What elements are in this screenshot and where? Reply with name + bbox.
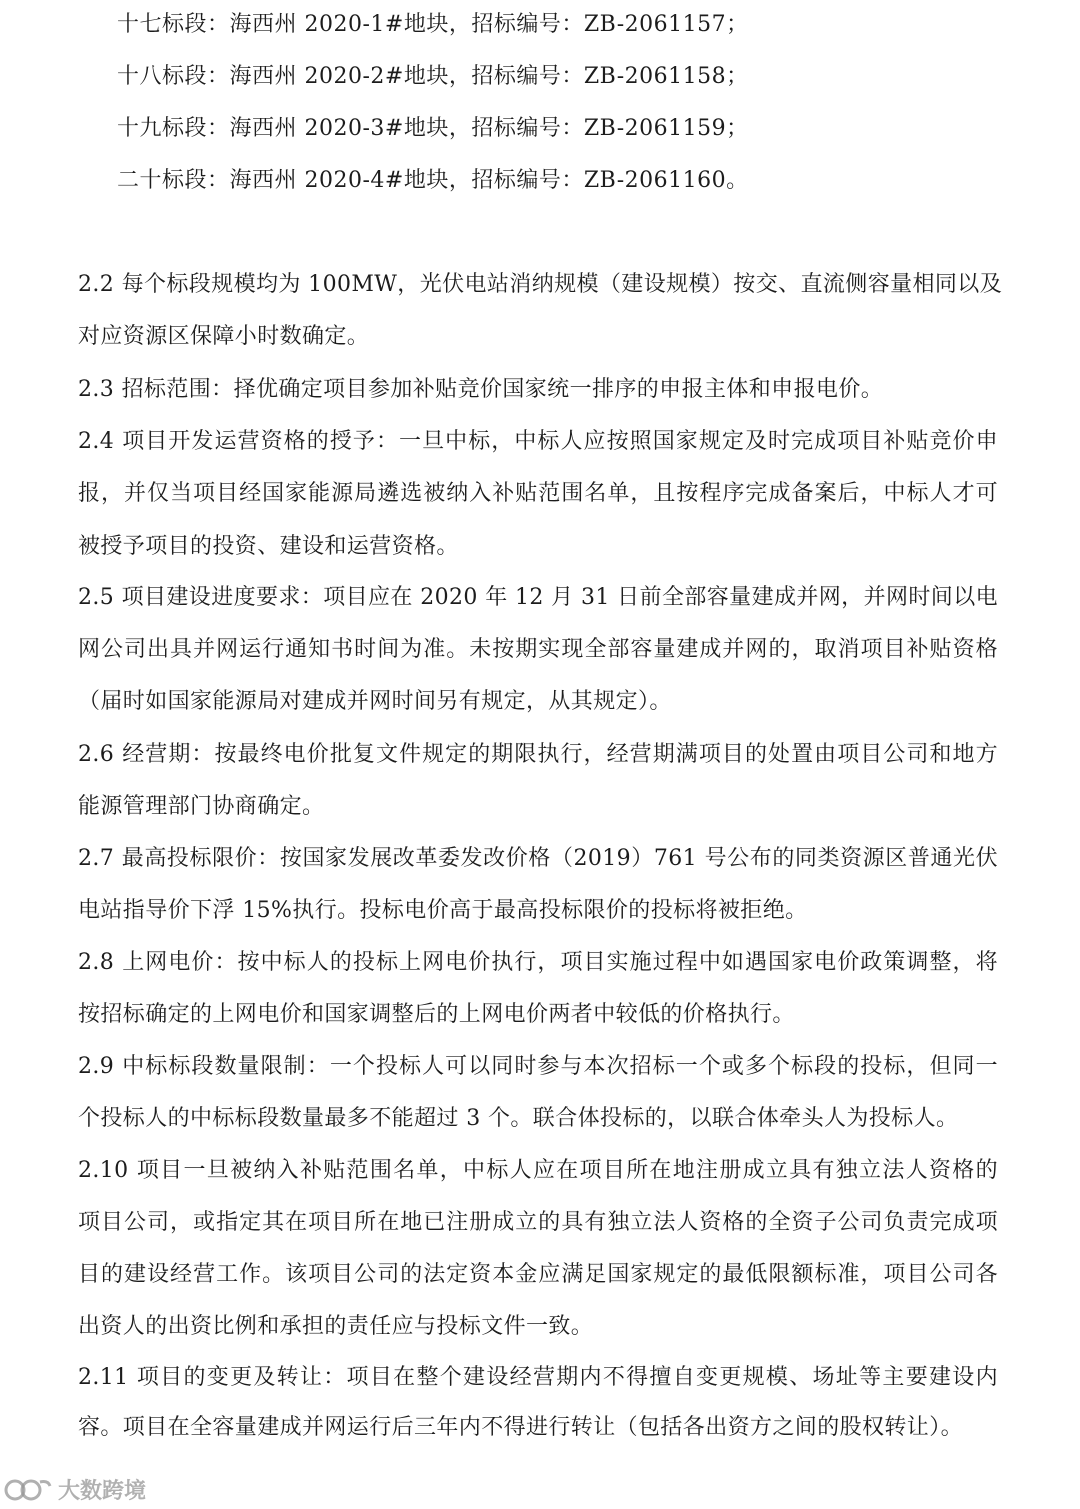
brand-logo-icon — [4, 1474, 52, 1504]
clause-2-10-line-1: 2.10 项目一旦被纳入补贴范围名单，中标人应在项目所在地注册成立具有独立法人资格的 — [78, 1158, 998, 1183]
clause-2-5-line-3: （届时如国家能源局对建成并网时间另有规定，从其规定）。 — [78, 689, 672, 714]
segment-line: 十七标段：海西州 2020-1#地块，招标编号：ZB-2061157； — [117, 12, 749, 37]
clause-2-10-line-4: 出资人的出资比例和承担的责任应与投标文件一致。 — [78, 1314, 594, 1339]
watermark — [4, 1472, 146, 1506]
clause-2-2-line-2: 对应资源区保障小时数确定。 — [78, 324, 370, 349]
clause-2-4-line-3: 被授予项目的投资、建设和运营资格。 — [78, 534, 459, 559]
clause-2-7-line-1: 2.7 最高投标限价：按国家发展改革委发改价格（2019）761 号公布的同类资源区普通光伏 — [78, 846, 998, 871]
clause-2-2-line-1: 2.2 每个标段规模均为 100MW，光伏电站消纳规模（建设规模）按交、直流侧容量相同以及 — [78, 272, 1003, 297]
segment-line: 二十标段：海西州 2020-4#地块，招标编号：ZB-2061160。 — [117, 168, 749, 193]
segment-line: 十八标段：海西州 2020-2#地块，招标编号：ZB-2061158； — [117, 64, 749, 89]
clause-2-11-line-2: 容。项目在全容量建成并网运行后三年内不得进行转让（包括各出资方之间的股权转让）。 — [78, 1415, 964, 1440]
clause-2-10-line-2: 项目公司，或指定其在项目所在地已注册成立的具有独立法人资格的全资子公司负责完成项 — [78, 1210, 998, 1235]
clause-2-8-line-2: 按招标确定的上网电价和国家调整后的上网电价两者中较低的价格执行。 — [78, 1002, 795, 1027]
watermark-text: 大数跨境 — [58, 1478, 147, 1504]
clause-2-3-line-1: 2.3 招标范围：择优确定项目参加补贴竞价国家统一排序的申报主体和申报电价。 — [78, 377, 884, 402]
clause-2-5-line-2: 网公司出具并网运行通知书时间为准。未按期实现全部容量建成并网的，取消项目补贴资格 — [78, 637, 998, 662]
clause-2-8-line-1: 2.8 上网电价：按中标人的投标上网电价执行，项目实施过程中如遇国家电价政策调整，将 — [78, 950, 998, 975]
clause-2-4-line-1: 2.4 项目开发运营资格的授予：一旦中标，中标人应按照国家规定及时完成项目补贴竞价申 — [78, 429, 998, 454]
clause-2-7-line-2: 电站指导价下浮 15%执行。投标电价高于最高投标限价的投标将被拒绝。 — [78, 898, 808, 923]
clause-2-6-line-1: 2.6 经营期：按最终电价批复文件规定的期限执行，经营期满项目的处置由项目公司和地方 — [78, 742, 998, 767]
clause-2-11-line-1: 2.11 项目的变更及转让：项目在整个建设经营期内不得擅自变更规模、场址等主要建设内 — [78, 1365, 998, 1390]
clause-2-9-line-2: 个投标人的中标标段数量最多不能超过 3 个。联合体投标的，以联合体牵头人为投标人。 — [78, 1106, 959, 1131]
clause-2-10-line-3: 目的建设经营工作。该项目公司的法定资本金应满足国家规定的最低限额标准，项目公司各 — [78, 1262, 998, 1287]
segment-line: 十九标段：海西州 2020-3#地块，招标编号：ZB-2061159； — [117, 116, 749, 141]
clause-2-5-line-1: 2.5 项目建设进度要求：项目应在 2020 年 12 月 31 日前全部容量建成并网，并网时间以电 — [78, 585, 998, 610]
clause-2-4-line-2: 报，并仅当项目经国家能源局遴选被纳入补贴范围名单，且按程序完成备案后，中标人才可 — [78, 481, 998, 506]
clause-2-9-line-1: 2.9 中标标段数量限制：一个投标人可以同时参与本次招标一个或多个标段的投标，但同一 — [78, 1054, 998, 1079]
clause-2-6-line-2: 能源管理部门协商确定。 — [78, 794, 325, 819]
